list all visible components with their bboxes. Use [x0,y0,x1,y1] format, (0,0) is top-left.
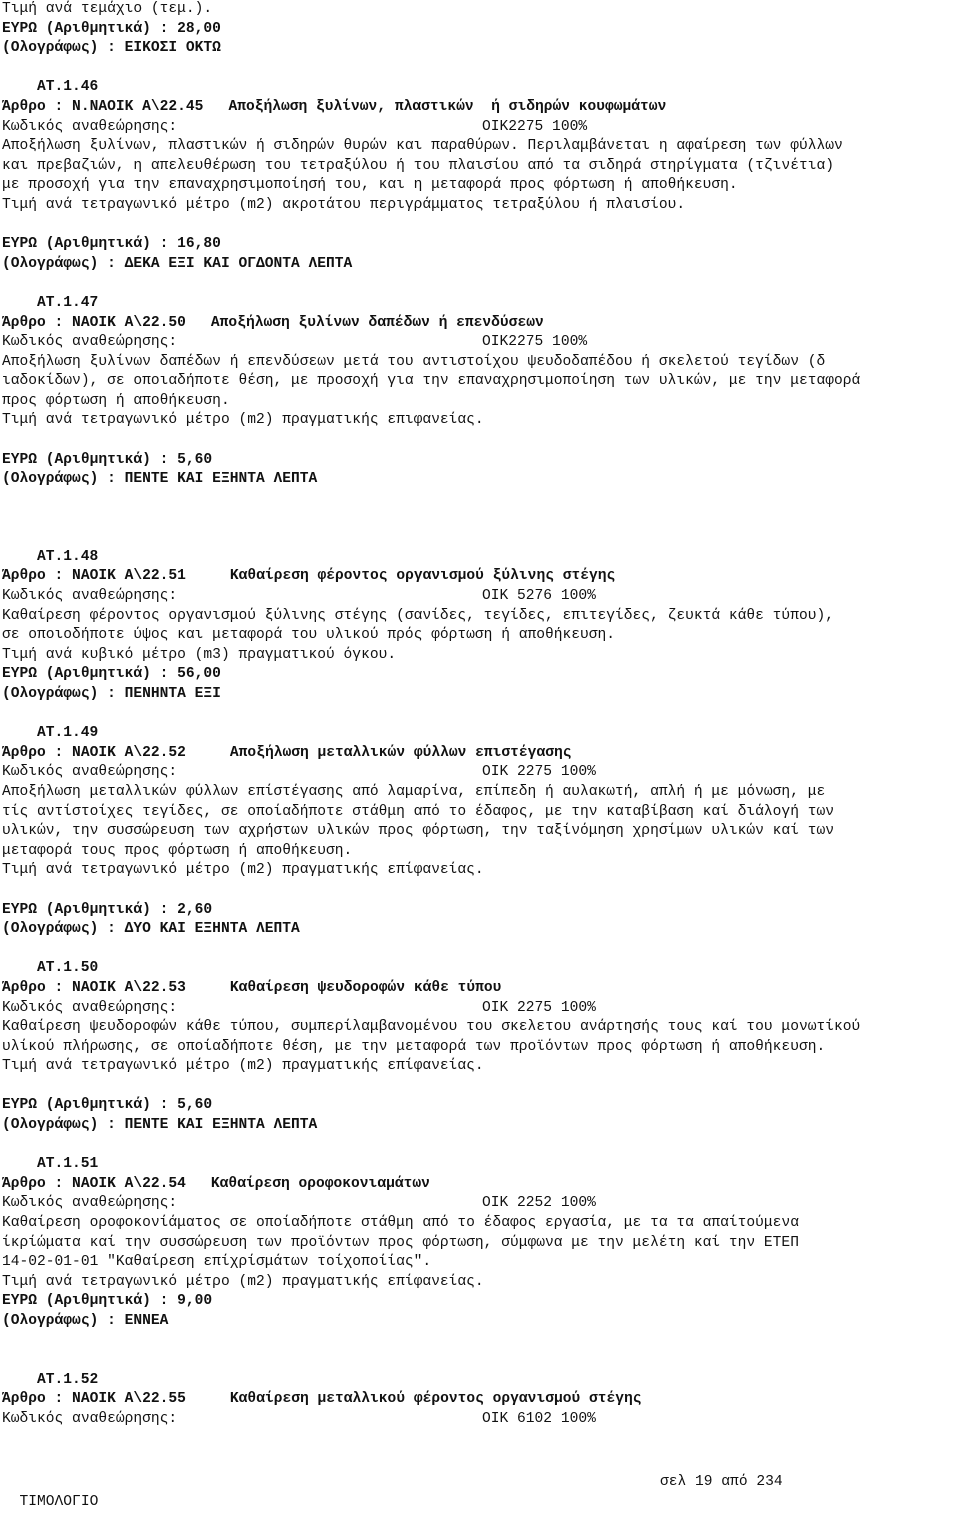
item-article-row [2,567,958,587]
item-desc-line: μεταφορά τους προς φόρτωση ή αποθήκευση. [2,842,353,859]
item-desc-line: Καθαίρεση οροφοκονίάματος σε οποίαδήποτε στάθμη από το έδαφος εργασία, με τα τα απαίτούμενα [2,1215,799,1232]
item-desc-line: Τιμή ανά τετραγωνικό μέτρο (m2) πραγματικής επιφανείας. [2,412,484,429]
item-code-row [2,118,958,138]
price-numeric: ΕΥΡΩ (Αριθμητικά) : 5,60 [2,451,213,468]
price-numeric: ΕΥΡΩ (Αριθμητικά) : 56,00 [2,666,221,683]
item-desc-line: 14-02-01-01 "Καθαίρεση επίχρίσμάτων τοίχοποίίας". [2,1254,432,1271]
item-article: Άρθρο : ΝΑΟΙΚ Α\22.52 [2,744,186,761]
item-desc-line: Τιμή ανά τετραγωνικό μέτρο (m2) πραγματικής επίφανείας. [2,1273,484,1290]
item-desc-line: υλίκού πλήρωσης, σε οποίαδήποτε θέση, με την μεταφορά των προϊόντων προς φόρτωση ή αποθήκευση. [2,1038,826,1055]
item-title: Αποξήλωση ξυλίνων, πλαστικών ή σιδηρών κουφωμάτων [228,98,667,115]
code-label: Κωδικός αναθεώρησης: [2,334,178,351]
item-article-row [2,98,958,118]
item-article-row [2,744,958,764]
item-at-number: ΑΤ.1.48 [37,548,99,565]
price-words: (Ολογράφως) : ΕΝΝΕΑ [2,1313,169,1329]
item-desc-line: Καθαίρεση φέροντος οργανισμού ξύλινης στέγης (σανίδες, τεγίδες, επιτεγίδες, ζευκτά κάθε τύπου), [2,607,834,624]
item-desc-line: με προσοχή για την επαναχρησιμοποίησή του, και η μεταφορά προς φόρτωση ή αποθήκευση. [2,177,738,194]
item-article: Άρθρο : ΝΑΟΙΚ Α\22.51 [2,568,186,585]
item-desc-line: Τιμή ανά τετραγωνικό μέτρο (m2) ακροτάτου περιγράμματος τετραξύλου ή πλαισίου. [2,196,686,213]
item-title: Αποξήλωση μεταλλικών φύλλων επιστέγασης [229,744,572,761]
item-code-row [2,763,958,783]
item-article: Άρθρο : ΝΑΟΙΚ Α\22.55 [2,1391,186,1408]
item-at-number: ΑΤ.1.51 [37,1156,99,1173]
price-words: (Ολογράφως) : ΔΕΚΑ ΕΞΙ ΚΑΙ ΟΓΔΟΝΤΑ ΛΕΠΤΑ [2,255,353,272]
price-words: (Ολογράφως) : ΔΥΟ ΚΑΙ ΕΞΗΝΤΑ ΛΕΠΤΑ [2,921,300,938]
code-label: Κωδικός αναθεώρησης: [2,1410,178,1427]
item-article-row [2,979,958,999]
item-desc-line: Αποξήλωση μεταλλικών φύλλων επίστέγασης από λαμαρίνα, επίπεδη ή αυλακωτή, απλή ή με μόνωση, με [2,783,826,800]
item-desc-line: τίς αντίστοίχες τεγίδες, σε οποίαδήποτε στάθμη από το έδαφος, με την καταβίβαση καί διάλογή των [2,803,834,820]
item-code-row [2,1194,958,1214]
item-desc-line: Αποξήλωση ξυλίνων δαπέδων ή επενδύσεων μετά του αντιστοίχου ψευδοδαπέδου ή σκελετού τεγίδων (δ [2,353,826,370]
code-label: Κωδικός αναθεώρησης: [2,588,178,605]
price-numeric: ΕΥΡΩ (Αριθμητικά) : 16,80 [2,236,221,253]
document-page [2,0,958,1429]
code-value: ΟΙΚ 2275 100% [482,764,596,781]
item-desc-line: Τιμή ανά τετραγωνικό μέτρο (m2) πραγματικής επίφανείας. [2,862,484,879]
item-desc-line: Τιμή ανά κυβικό μέτρο (m3) πραγματικού όγκου. [2,646,397,663]
page-footer [2,1472,958,1510]
item-code-row [2,1410,958,1430]
code-value: ΟΙΚ 2252 100% [482,1195,596,1212]
price-numeric: ΕΥΡΩ (Αριθμητικά) : 2,60 [2,901,213,918]
item-article-row [2,314,958,334]
code-value: ΟΙΚ 6102 100% [482,1410,596,1427]
code-value: ΟΙΚ 2275 100% [482,999,596,1016]
code-label: Κωδικός αναθεώρησης: [2,764,178,781]
item-article: Άρθρο : ΝΑΟΙΚ Α\22.50 [2,314,186,331]
item-article: Άρθρο : Ν.ΝΑΟΙΚ Α\22.45 [2,98,204,115]
item-title: Καθαίρεση ψευδοροφών κάθε τύπου [229,979,502,996]
item-title: Αποξήλωση ξυλίνων δαπέδων ή επενδύσεων [210,314,544,331]
item-code-row [2,333,958,353]
code-label: Κωδικός αναθεώρησης: [2,999,178,1016]
item-at-number: ΑΤ.1.50 [37,960,99,977]
item-desc-line: σε οποιοδήποτε ύψος και μεταφορά του υλικού πρός φόρτωση ή αποθήκευση. [2,627,616,644]
code-value: ΟΙΚ2275 100% [482,118,588,135]
price-numeric: ΕΥΡΩ (Αριθμητικά) : 9,00 [2,1293,213,1310]
item-desc-line: και πρεβαζιών, η απελευθέρωση του τετραξύλου ή του πλαισίου από τα σιδηρά στηρίγματα (τζινέτια) [2,157,834,174]
item-code-row [2,999,958,1019]
code-label: Κωδικός αναθεώρησης: [2,118,178,135]
item-at-number: ΑΤ.1.47 [37,294,99,311]
item-article-row [2,1175,958,1195]
price-words: (Ολογράφως) : ΠΕΝΤΕ ΚΑΙ ΕΞΗΝΤΑ ΛΕΠΤΑ [2,1117,318,1134]
item-desc-line: ίκρίώματα καί την συσσώρευση των προϊόντων προς φόρτωση, σύμφωνα με την μελέτη καί την ΕΤΕΠ [2,1234,799,1251]
item-desc-line: υλικών, την συσσώρευση των αχρήστων υλικών προς φόρτωση, την ταξίνόμηση χρησίμων υλικών καί των [2,823,834,840]
item-article: Άρθρο : ΝΑΟΙΚ Α\22.54 [2,1175,186,1192]
item-at-number: ΑΤ.1.49 [37,725,99,742]
price-numeric: ΕΥΡΩ (Αριθμητικά) : 28,00 [2,20,221,37]
footer-page-number: σελ 19 από 234 [660,1474,783,1490]
code-value: ΟΙΚ 5276 100% [482,588,596,605]
footer-doc-title: ΤΙΜΟΛΟΓΙΟ [19,1494,99,1510]
item-desc-line: ιαδοκίδων), σε οποιαδήποτε θέση, με προσοχή για την επαναχρησιμοποίηση των υλικών, με την μεταφορά [2,373,861,390]
item-desc-line: Αποξήλωση ξυλίνων, πλαστικών ή σιδηρών θυρών και παραθύρων. Περιλαμβάνεται η αφαίρεση των φύλλων [2,138,843,155]
price-words: (Ολογράφως) : ΠΕΝΤΕ ΚΑΙ ΕΞΗΝΤΑ ΛΕΠΤΑ [2,471,318,488]
item-desc-line: προς φόρτωση ή αποθήκευση. [2,392,230,409]
item-at-number: ΑΤ.1.46 [37,79,99,96]
price-words: (Ολογράφως) : ΠΕΝΗΝΤΑ ΕΞΙ [2,686,221,702]
unit-line: Τιμή ανά τεμάχιο (τεμ.). [2,1,213,17]
code-label: Κωδικός αναθεώρησης: [2,1195,178,1212]
item-at-number: ΑΤ.1.52 [37,1371,99,1388]
item-title: Καθαίρεση φέροντος οργανισμού ξύλινης στέγης [229,568,616,585]
item-title: Καθαίρεση οροφοκονιαμάτων [210,1175,430,1192]
price-words: (Ολογράφως) : ΕΙΚΟΣΙ ΟΚΤΩ [2,40,221,57]
code-value: ΟΙΚ2275 100% [482,334,588,351]
item-code-row [2,587,958,607]
item-title: Καθαίρεση μεταλλικού φέροντος οργανισμού στέγης [229,1391,642,1408]
item-desc-line: Καθαίρεση ψευδοροφών κάθε τύπου, συμπερίλαμβανομένου του σκελετου ανάρτησής τους καί του μονωτίκού [2,1019,861,1036]
item-desc-line: Τιμή ανά τετραγωνικό μέτρο (m2) πραγματικής επίφανείας. [2,1058,484,1075]
item-article-row [2,1390,958,1410]
price-numeric: ΕΥΡΩ (Αριθμητικά) : 5,60 [2,1097,213,1114]
item-article: Άρθρο : ΝΑΟΙΚ Α\22.53 [2,979,186,996]
